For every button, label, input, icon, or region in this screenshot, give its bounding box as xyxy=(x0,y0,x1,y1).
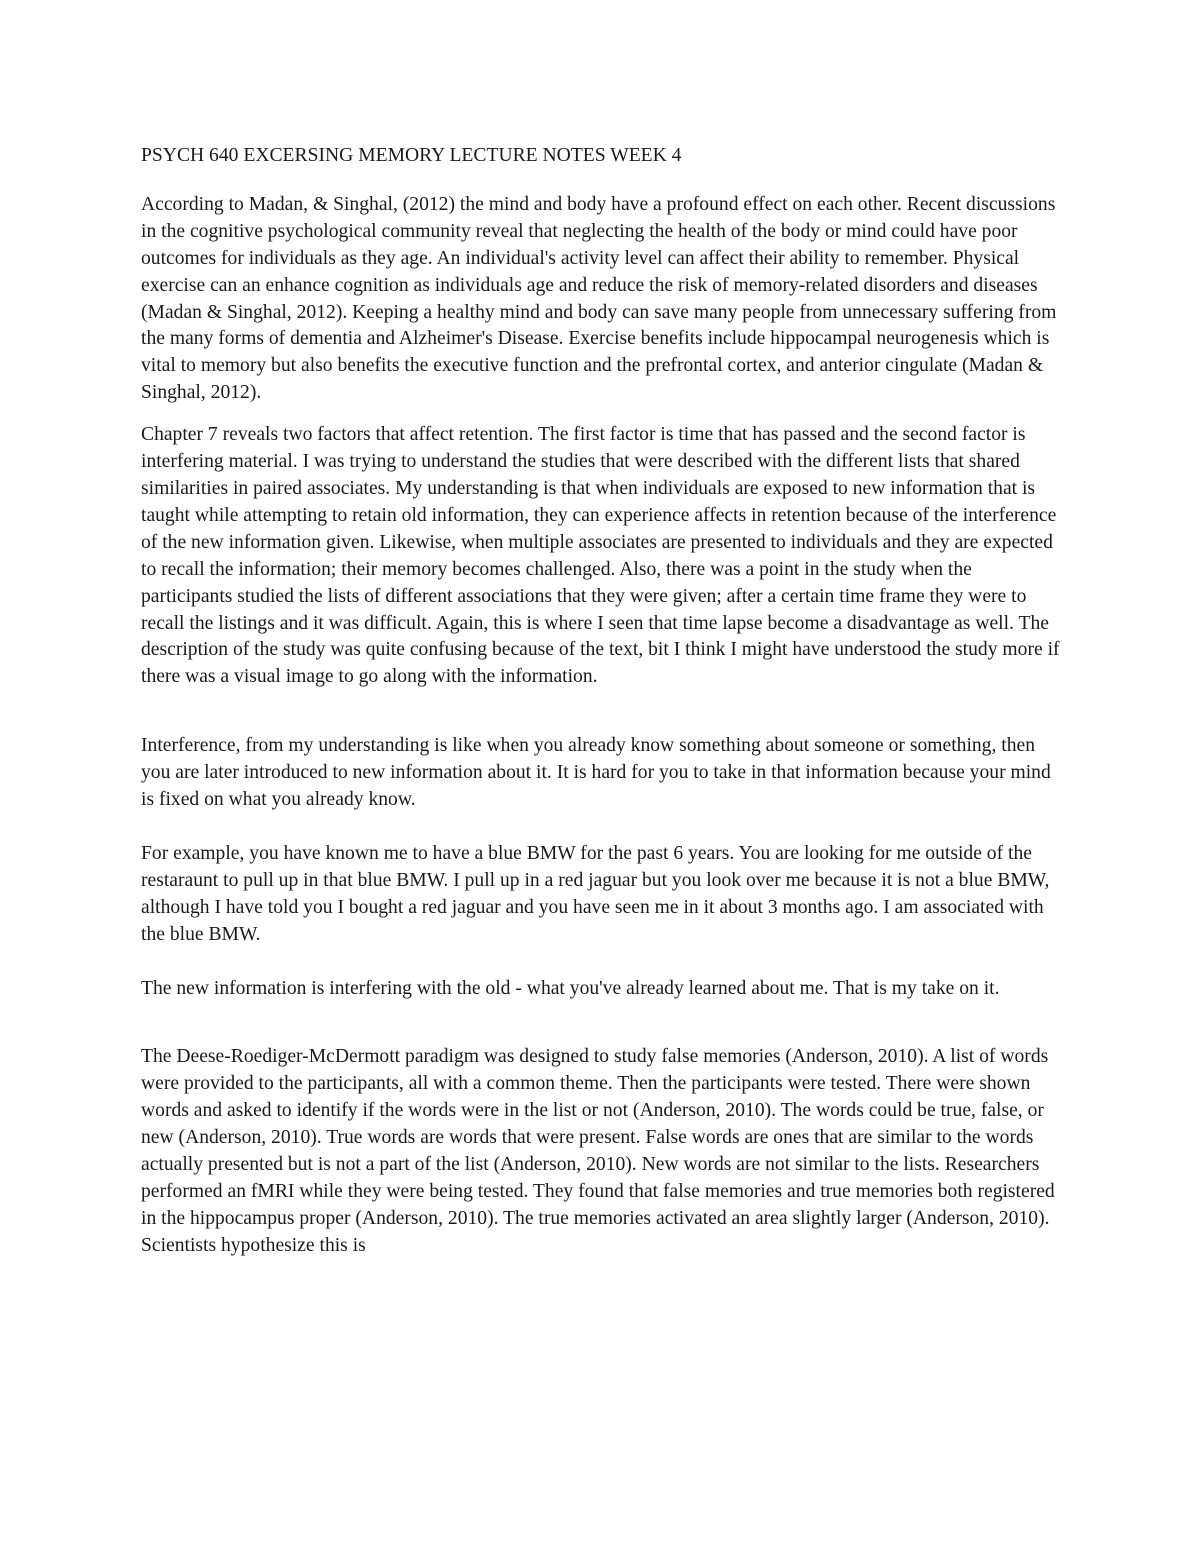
paragraph-interference: Interference, from my understanding is like when you already know something about someone or something, then you are later introduced to new information about it. It is hard for you to take in that information because your mind is fixed on what you already know. xyxy=(141,735,1051,811)
paragraph-chapter-7: Chapter 7 reveals two factors that affect retention. The first factor is time that has passed and the second factor is interfering material. I was trying to understand the studies that were described with the different lists that shared similarities in paired associates. My understanding is that when individuals are exposed to new information that is taught while attempting to retain old information, they can experience affects in retention because of the interference of the new information given. Likewise, when multiple associates are presented to individuals and they are expected to recall the information; their memory becomes challenged. Also, there was a point in the study when the participants studied the lists of different associations that they were given; after a certain time frame they were to recall the listings and it was difficult. Again, this is where I seen that time lapse become a disadvantage as well. The description of the study was quite confusing because of the text, bit I think I might have understood the study more if there was a visual image to go along with the information. xyxy=(141,424,1060,688)
paragraph-exercise-memory: According to Madan, & Singhal, (2012) the mind and body have a profound effect on each other. Recent discussions in the cognitive psychological community reveal that neglecting the health of the body or mind could have poor outcomes for individuals as they age. An individual's activity level can affect their ability to remember. Physical exercise can an enhance cognition as individuals age and reduce the risk of memory-related disorders and diseases (Madan & Singhal, 2012). Keeping a healthy mind and body can save many people from unnecessary suffering from the many forms of dementia and Alzheimer's Disease. Exercise benefits include hippocampal neurogenesis which is vital to memory but also benefits the executive function and the prefrontal cortex, and anterior cingulate (Madan & Singhal, 2012). xyxy=(141,193,1057,404)
paragraph-new-information: The new information is interfering with the old - what you've already learned about me. That is my take on it. xyxy=(141,977,1000,999)
document-body xyxy=(141,143,1066,1260)
paragraph-drm-paradigm: The Deese-Roediger-McDermott paradigm was designed to study false memories (Anderson, 2010). A list of words were provided to the participants, all with a common theme. Then the participants were tested. There were shown words and asked to identify if the words were in the list or not (Anderson, 2010). The words could be true, false, or new (Anderson, 2010). True words are words that were present. False words are ones that are similar to the words actually presented but is not a part of the list (Anderson, 2010). New words are not similar to the lists. Researchers performed an fMRI while they were being tested. They found that false memories and true memories both registered in the hippocampus proper (Anderson, 2010). The true memories activated an area slightly larger (Anderson, 2010). Scientists hypothesize this is xyxy=(141,1046,1055,1256)
document-title: PSYCH 640 EXCERSING MEMORY LECTURE NOTES WEEK 4 xyxy=(141,145,682,166)
paragraph-example: For example, you have known me to have a blue BMW for the past 6 years. You are looking for me outside of the restaraunt to pull up in that blue BMW. I pull up in a red jaguar but you look over me because it is not a blue BMW, although I have told you I bought a red jaguar and you have seen me in it about 3 months ago. I am associated with the blue BMW. xyxy=(141,842,1050,945)
